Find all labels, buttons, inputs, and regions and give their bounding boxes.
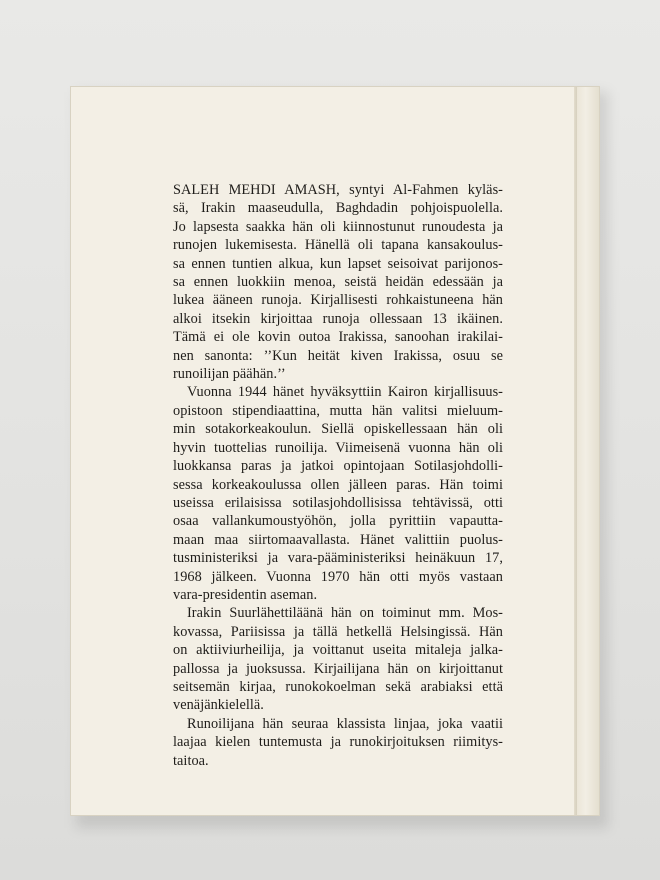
text-line: lukea ääneen runoja. Kirjallisesti rohkaistuneena hän <box>173 292 503 309</box>
text-line: kovassa, Pariisissa ja tällä hetkellä Helsingissä. Hän <box>173 623 503 640</box>
text-line: runoilijan päähän.’’ <box>173 366 286 383</box>
text-line: sä, Irakin maaseudulla, Baghdadin pohjoispuolella. <box>173 200 503 217</box>
text-line: opistoon stipendiaattina, mutta hän valitsi mieluum- <box>173 402 503 419</box>
text-line: venäjänkielellä. <box>173 697 264 714</box>
text-line: Irakin Suurlähettiläänä hän on toiminut mm. Mos- <box>187 605 503 622</box>
biography-text <box>173 181 503 770</box>
text-line: seitsemän kirjaa, runokokoelman sekä arabiaksi että <box>173 678 503 695</box>
text-line: Vuonna 1944 hänet hyväksyttiin Kairon kirjallisuus- <box>187 384 503 401</box>
text-line: nen sanonta: ’’Kun heität kiven Irakissa, osuu se <box>173 347 503 364</box>
biography-paragraph <box>173 181 503 383</box>
text-line: min sotakorkeakoulun. Siellä opiskellessaan hän oli <box>173 421 503 438</box>
text-line: on aktiiviurheilija, ja voittanut useita mitaleja jalka- <box>173 642 503 659</box>
text-line: sa ennen tuntien alkua, kun lapset seisoivat parijonos- <box>173 255 503 272</box>
biography-paragraph <box>173 383 503 604</box>
text-line: Tämä ei ole kovin outoa Irakissa, sanoohan irakilai- <box>173 329 503 346</box>
text-line: osaa vallankumoustyöhön, jolla pyrittiin vapautta- <box>173 513 503 530</box>
text-line: runojen lukemisesta. Hänellä oli tapana kansakoulus- <box>173 237 503 254</box>
text-line: laajaa kielen tuntemusta ja runokirjoituksen riimitys- <box>173 734 503 751</box>
text-line: vara-presidentin aseman. <box>173 586 318 603</box>
text-line: tusministeriksi ja vara-pääministeriksi heinäkuun 17, <box>173 550 503 567</box>
text-line: SALEH MEHDI AMASH, syntyi Al-Fahmen kyläs- <box>173 182 503 198</box>
biography-paragraph <box>173 715 503 770</box>
text-line: hyvin tuottelias runoilija. Viimeisenä vuonna hän oli <box>173 439 503 456</box>
text-line: sa ennen luokkiin menoa, seistä heidän edessään ja <box>173 274 503 291</box>
text-line: sessa korkeakoulussa ollen jälleen paras. Hän toimi <box>173 476 503 493</box>
biography-paragraph <box>173 604 503 714</box>
text-line: 1968 jälkeen. Vuonna 1970 hän otti myös vastaan <box>173 568 503 585</box>
text-line: taitoa. <box>173 752 209 769</box>
text-line: luokkansa paras ja jatkoi opintojaan Sotilasjohdolli- <box>173 458 503 475</box>
text-line: Jo lapsesta saakka hän oli kiinnostunut runoudesta ja <box>173 218 503 235</box>
text-line: useissa erilaisissa sotilasjohdollisissa tehtävissä, otti <box>173 494 503 511</box>
text-line: Runoilijana hän seuraa klassista linjaa, joka vaatii <box>187 715 503 732</box>
text-line: alkoi itsekin kirjoittaa runoja ollessaan 13 ikäinen. <box>173 310 503 327</box>
book-back-cover <box>70 86 600 816</box>
text-line: maan maa siirtomaavallasta. Hänet valittiin puolus- <box>173 531 503 548</box>
page-edges <box>577 87 599 815</box>
text-line: pallossa ja juoksussa. Kirjailijana hän on kirjoittanut <box>173 660 503 677</box>
